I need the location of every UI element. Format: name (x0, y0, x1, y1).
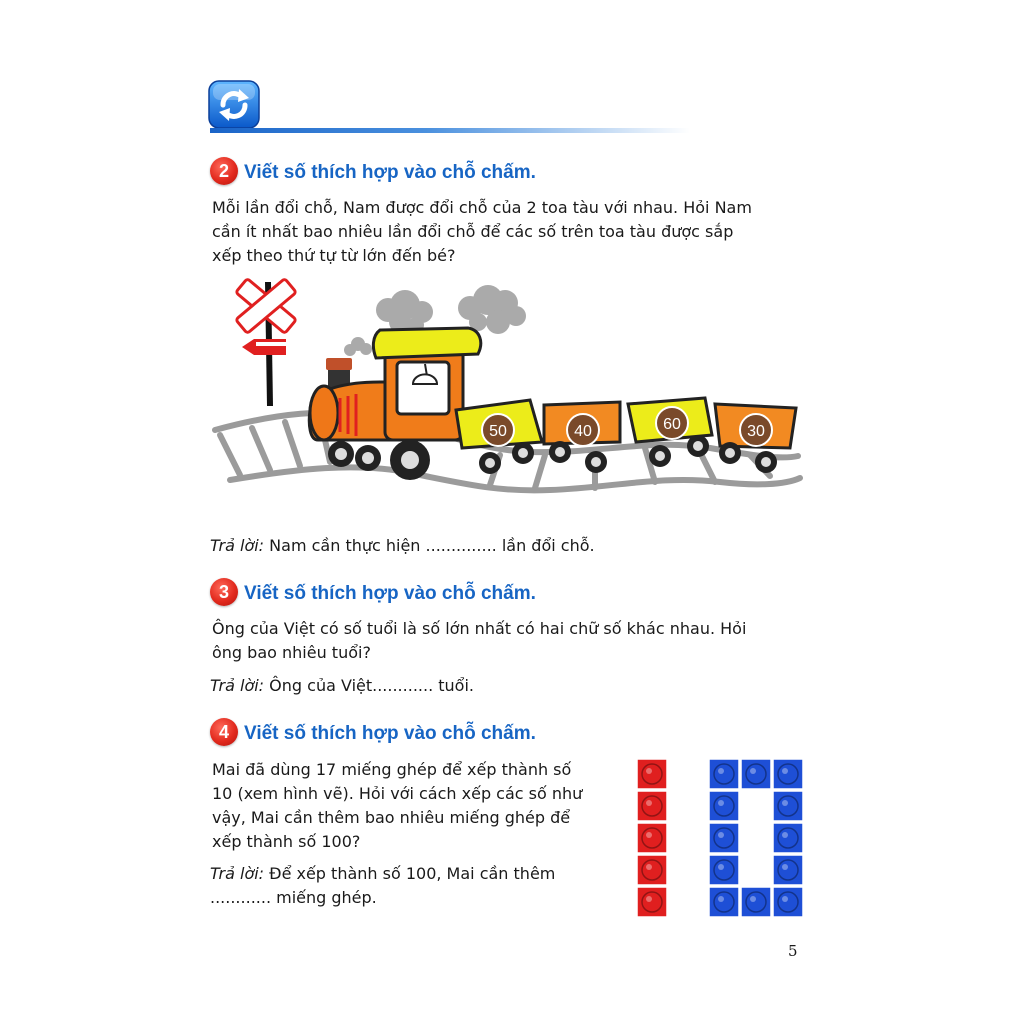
blue-block (709, 823, 739, 853)
number-10-blocks (636, 758, 808, 930)
blue-block (773, 759, 803, 789)
answer-label: Trả lời: (210, 676, 265, 695)
header-rule (210, 128, 690, 133)
train-car-number: 60 (663, 416, 681, 433)
answer-label: Trả lời: (210, 864, 265, 883)
question-text (212, 196, 752, 268)
question-text-line: 10 (xem hình vẽ). Hỏi với cách xếp các số như (212, 784, 583, 803)
question-text-line: ông bao nhiêu tuổi? (212, 643, 371, 662)
question-text-line: xếp thành số 100? (212, 832, 361, 851)
train-illustration (200, 270, 820, 500)
answer-line (210, 862, 555, 886)
blue-block (709, 791, 739, 821)
answer-text: Ông của Việt............ tuổi. (264, 676, 474, 695)
question-text-line: Mỗi lần đổi chỗ, Nam được đổi chỗ của 2 toa tàu với nhau. Hỏi Nam (212, 198, 752, 217)
blue-block (741, 887, 771, 917)
red-block (637, 855, 667, 885)
question-text (212, 617, 746, 665)
blue-block (709, 855, 739, 885)
locomotive (309, 328, 480, 480)
question-number-badge: 4 (210, 718, 238, 746)
answer-line (210, 674, 474, 698)
train-car-number: 30 (747, 423, 765, 440)
blue-block (773, 823, 803, 853)
page-number: 5 (788, 942, 798, 960)
answer-label: Trả lời: (210, 536, 265, 555)
refresh-icon (208, 80, 260, 130)
train-car-1 (456, 400, 542, 474)
blue-block (773, 887, 803, 917)
train-car-3 (628, 398, 712, 467)
red-block (637, 791, 667, 821)
answer-line: ............ miếng ghép. (210, 888, 377, 907)
red-block (637, 759, 667, 789)
train-car-2 (544, 402, 620, 473)
answer-text: Để xếp thành số 100, Mai cần thêm (264, 864, 556, 883)
question-text-line: xếp theo thứ tự từ lớn đến bé? (212, 246, 456, 265)
question-text (212, 758, 582, 854)
question-number-badge: 3 (210, 578, 238, 606)
blue-block (773, 855, 803, 885)
question-number-badge: 2 (210, 157, 238, 185)
question-title: Viết số thích hợp vào chỗ chấm. (244, 162, 536, 183)
blue-block (773, 791, 803, 821)
blue-block (709, 887, 739, 917)
question-text-line: Mai đã dùng 17 miếng ghép để xếp thành số (212, 760, 572, 779)
question-text-line: cần ít nhất bao nhiêu lần đổi chỗ để các số trên toa tàu được sắp (212, 222, 734, 241)
answer-text: Nam cần thực hiện .............. lần đổi chỗ. (264, 536, 595, 555)
red-block (637, 887, 667, 917)
train-car-4 (715, 404, 796, 473)
question-text-line: vậy, Mai cần thêm bao nhiêu miếng ghép để (212, 808, 571, 827)
train-car-number: 50 (489, 423, 507, 440)
red-block (637, 823, 667, 853)
question-text-line: Ông của Việt có số tuổi là số lớn nhất có hai chữ số khác nhau. Hỏi (212, 619, 747, 638)
blue-block (741, 759, 771, 789)
answer-line (210, 534, 595, 558)
blue-block (709, 759, 739, 789)
train-car-number: 40 (574, 423, 592, 440)
question-title: Viết số thích hợp vào chỗ chấm. (244, 583, 536, 604)
railroad-crossing-sign (236, 279, 297, 406)
question-title: Viết số thích hợp vào chỗ chấm. (244, 723, 536, 744)
